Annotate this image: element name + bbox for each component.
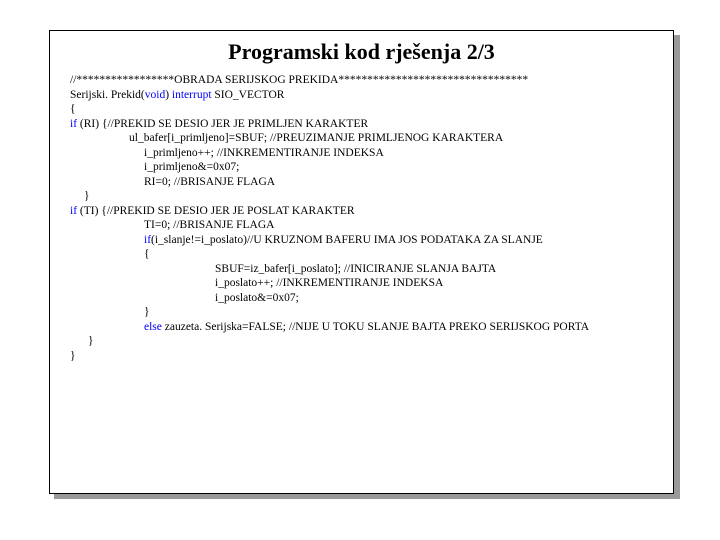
code-line [70, 276, 665, 291]
code-line [70, 175, 665, 190]
code-text: { [70, 103, 76, 115]
code-text: i_primljeno++; //INKREMENTIRANJE INDEKSA [144, 146, 384, 159]
code-text: i_primljeno&=0x07; [144, 161, 240, 173]
code-line [70, 102, 665, 117]
code-text: ) [165, 88, 172, 101]
slide-title: Programski kod rješenja 2/3 [228, 39, 495, 64]
code-text: TI=0; //BRISANJE FLAGA [144, 219, 275, 231]
code-text: } [144, 306, 150, 318]
code-text: Serijski. Prekid( [70, 88, 145, 101]
code-line [70, 262, 665, 277]
code-line [70, 73, 665, 88]
slide [49, 30, 674, 494]
code-line [70, 189, 665, 204]
code-text: (TI) {//PREKID SE DESIO JER JE POSLAT KARAKTER [77, 204, 355, 217]
code-text: //*****************OBRADA SERIJSKOG PREKIDA********************************* [70, 74, 529, 86]
code-line [70, 146, 665, 161]
code-keyword: if [70, 117, 78, 130]
code-keyword: if [144, 233, 152, 246]
code-text: SBUF=iz_bafer[i_poslato]; //INICIRANJE SLANJA BAJTA [215, 262, 497, 275]
code-line [70, 218, 665, 233]
code-text: { [144, 248, 150, 260]
code-text: i_poslato++; //INKREMENTIRANJE INDEKSA [215, 277, 444, 289]
code-keyword: if [70, 204, 78, 217]
code-keyword: interrupt [171, 88, 212, 101]
code-line [70, 334, 665, 349]
code-text: i_poslato&=0x07; [215, 291, 299, 304]
code-line [70, 131, 665, 146]
code-line [70, 305, 665, 320]
code-text: zauzeta. Serijska=FALSE; //NIJE U TOKU SLANJE BAJTA PREKO SERIJSKOG PORTA [161, 320, 590, 333]
code-line [70, 349, 665, 364]
code-line [70, 117, 665, 132]
code-text: ul_bafer[i_primljeno]=SBUF; //PREUZIMANJE PRIMLJENOG KARAKTERA [129, 132, 504, 144]
code-text: } [88, 335, 94, 347]
code-line [70, 204, 665, 219]
code-line [70, 320, 665, 335]
code-text: (i_slanje!=i_poslato)//U KRUZNOM BAFERU IMA JOS PODATAKA ZA SLANJE [151, 233, 543, 246]
code-text: } [70, 349, 76, 362]
code-line [70, 160, 665, 175]
code-keyword: void [144, 88, 166, 101]
code-text: } [84, 190, 90, 202]
code-block [70, 73, 665, 363]
code-line [70, 88, 665, 103]
code-line [70, 233, 665, 248]
code-keyword: else [144, 320, 162, 333]
code-text: SIO_VECTOR [211, 88, 285, 101]
code-text: RI=0; //BRISANJE FLAGA [144, 175, 276, 188]
code-line [70, 291, 665, 306]
code-text: (RI) {//PREKID SE DESIO JER JE PRIMLJEN KARAKTER [77, 117, 369, 130]
code-line [70, 247, 665, 262]
